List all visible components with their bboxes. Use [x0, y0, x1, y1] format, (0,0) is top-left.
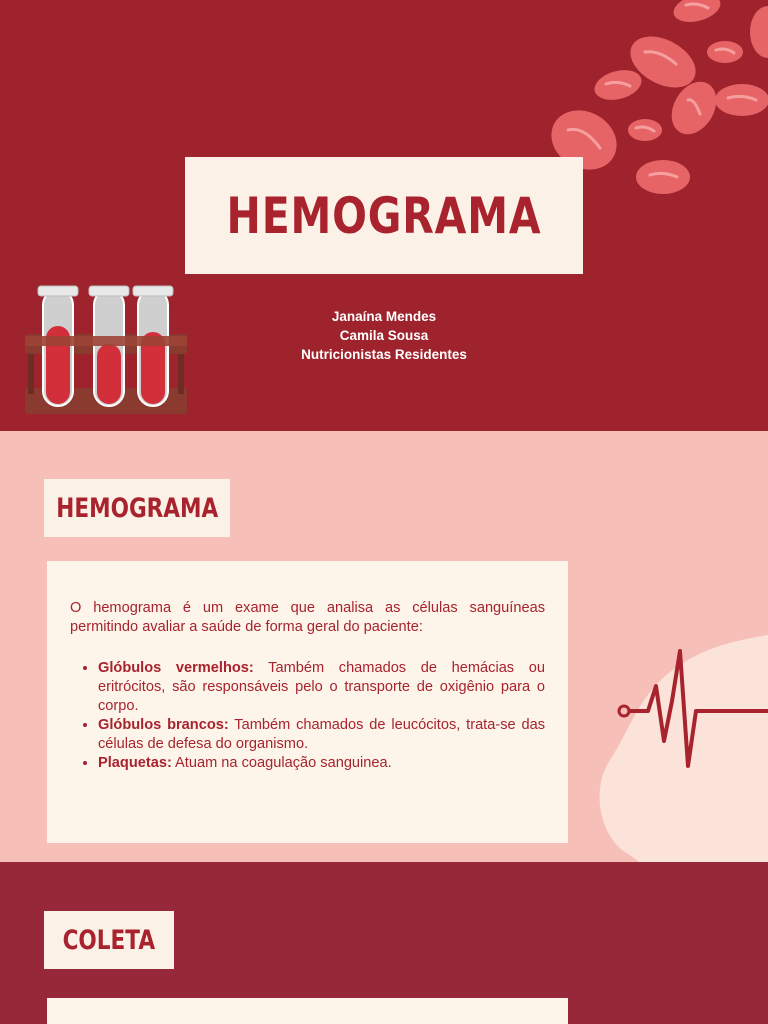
- test-tube-rack-icon: [20, 284, 195, 424]
- list-item: [98, 659, 545, 716]
- list-item-term: Plaquetas:: [98, 755, 172, 771]
- content-card: [47, 561, 568, 843]
- author-role: Nutricionistas Residentes: [301, 347, 467, 362]
- slide-title: HEMOGRAMA: [226, 186, 542, 245]
- content-card: [47, 998, 568, 1024]
- title-box: [185, 157, 583, 274]
- list-item-text: Também chamados de hemácias ou eritrócitos, são responsáveis pelo o transporte de oxigênio para o corpo.: [98, 660, 545, 714]
- list-item-text: Atuam na coagulação sanguinea.: [171, 755, 392, 771]
- list-item-text: Também chamados de leucócitos, trata-se das células de defesa do organismo.: [98, 717, 546, 752]
- authors-block: [250, 307, 518, 364]
- content-slide-hemograma: [0, 431, 768, 862]
- intro-paragraph: O hemograma é um exame que analisa as células sanguíneas permitindo avaliar a saúde de forma geral do paciente:: [70, 600, 545, 635]
- author-name: Janaína Mendes: [331, 309, 437, 324]
- list-item-term: Glóbulos vermelhos:: [98, 660, 254, 676]
- list-item-term: Glóbulos brancos:: [98, 717, 229, 733]
- section-label: HEMOGRAMA: [56, 492, 219, 524]
- section-label-box: [44, 479, 230, 537]
- list-item: [98, 754, 545, 773]
- section-label: COLETA: [62, 924, 156, 956]
- section-label-box: [44, 911, 174, 969]
- author-name: Camila Sousa: [339, 328, 429, 343]
- title-slide: [0, 0, 768, 431]
- list-item: [98, 716, 545, 754]
- cells-list: [70, 659, 545, 773]
- content-slide-coleta: [0, 862, 768, 1024]
- heartbeat-icon: [610, 646, 768, 776]
